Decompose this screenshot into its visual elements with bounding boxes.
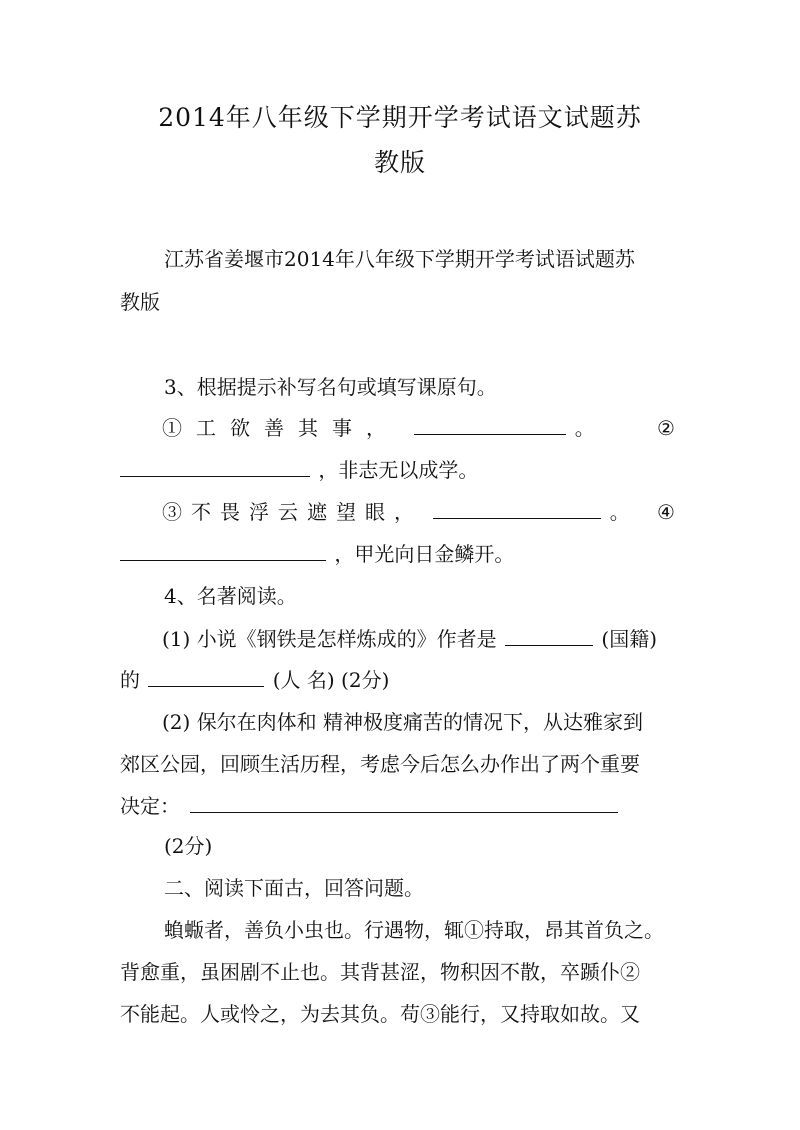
page-title-line2: 教版	[373, 148, 426, 177]
q3-item1-end: 。	[574, 416, 595, 440]
section2-heading: 二、阅读下面古，回答问题。	[164, 876, 424, 900]
q4-p1-d: (人 名) (2分)	[272, 668, 390, 692]
q3-item2-num: ②	[657, 416, 675, 440]
q3-item1-text: ①工欲善其事，	[162, 416, 400, 440]
q4-heading: 4、名著阅读。	[164, 584, 297, 608]
section2-line1: 蝜蝂者，善负小虫也。行遇物，辄①持取，昂其首负之。	[164, 918, 664, 942]
page-title-line1: 2014年八年级下学期开学考试语文试题苏	[158, 103, 642, 132]
q3-item4	[120, 542, 514, 566]
q4-p2-line2: 郊区公园，回顾生活历程，考虑今后怎么办作出了两个重要	[120, 752, 640, 776]
intro-line1: 江苏省姜堰市2014年八年级下学期开学考试语试题苏	[164, 247, 635, 271]
q3-item2	[120, 458, 478, 482]
q4-p2-line3	[120, 794, 620, 818]
q3-item3-blank	[433, 500, 601, 519]
q4-p1-c: 的	[120, 668, 140, 692]
q3-item3-end: 。	[609, 500, 630, 524]
q4-p2-line1: (2) 保尔在肉体和 精神极度痛苦的情况下，从达雅家到	[162, 710, 644, 734]
q3-item4-num: ④	[657, 500, 675, 524]
section2-line2: 背愈重，虽困剧不止也。其背甚涩，物积因不散，卒踬仆②	[120, 960, 640, 984]
q4-p1-line2	[120, 668, 389, 692]
q4-p1-blank-nationality	[505, 627, 593, 646]
q3-item2-blank	[120, 458, 310, 477]
q4-p2-line3-label: 决定：	[120, 794, 180, 818]
q4-p2-score: (2分)	[164, 834, 213, 858]
intro-line2: 教版	[120, 290, 160, 314]
q4-p1-b: (国籍)	[601, 627, 658, 651]
section2-line3: 不能起。人或怜之，为去其负。苟③能行，又持取如故。又	[120, 1002, 640, 1026]
q4-p1-line1	[162, 627, 657, 651]
q3-item2-text: ，非志无以成学。	[318, 458, 479, 482]
q3-item1-blank	[414, 416, 566, 435]
q3-item4-text: ，甲光向日金鳞开。	[334, 542, 515, 566]
q4-p2-blank	[190, 794, 618, 813]
q4-p1-a: (1) 小说《钢铁是怎样炼成的》作者是	[162, 627, 497, 651]
q3-item3	[162, 500, 630, 524]
q3-item3-text: ③不畏浮云遮望眼，	[162, 500, 423, 524]
q3-item1	[162, 416, 595, 440]
q4-p1-blank-name	[148, 668, 264, 687]
q3-item4-blank	[120, 542, 326, 561]
q3-heading: 3、根据提示补写名句或填写课原句。	[164, 375, 497, 399]
